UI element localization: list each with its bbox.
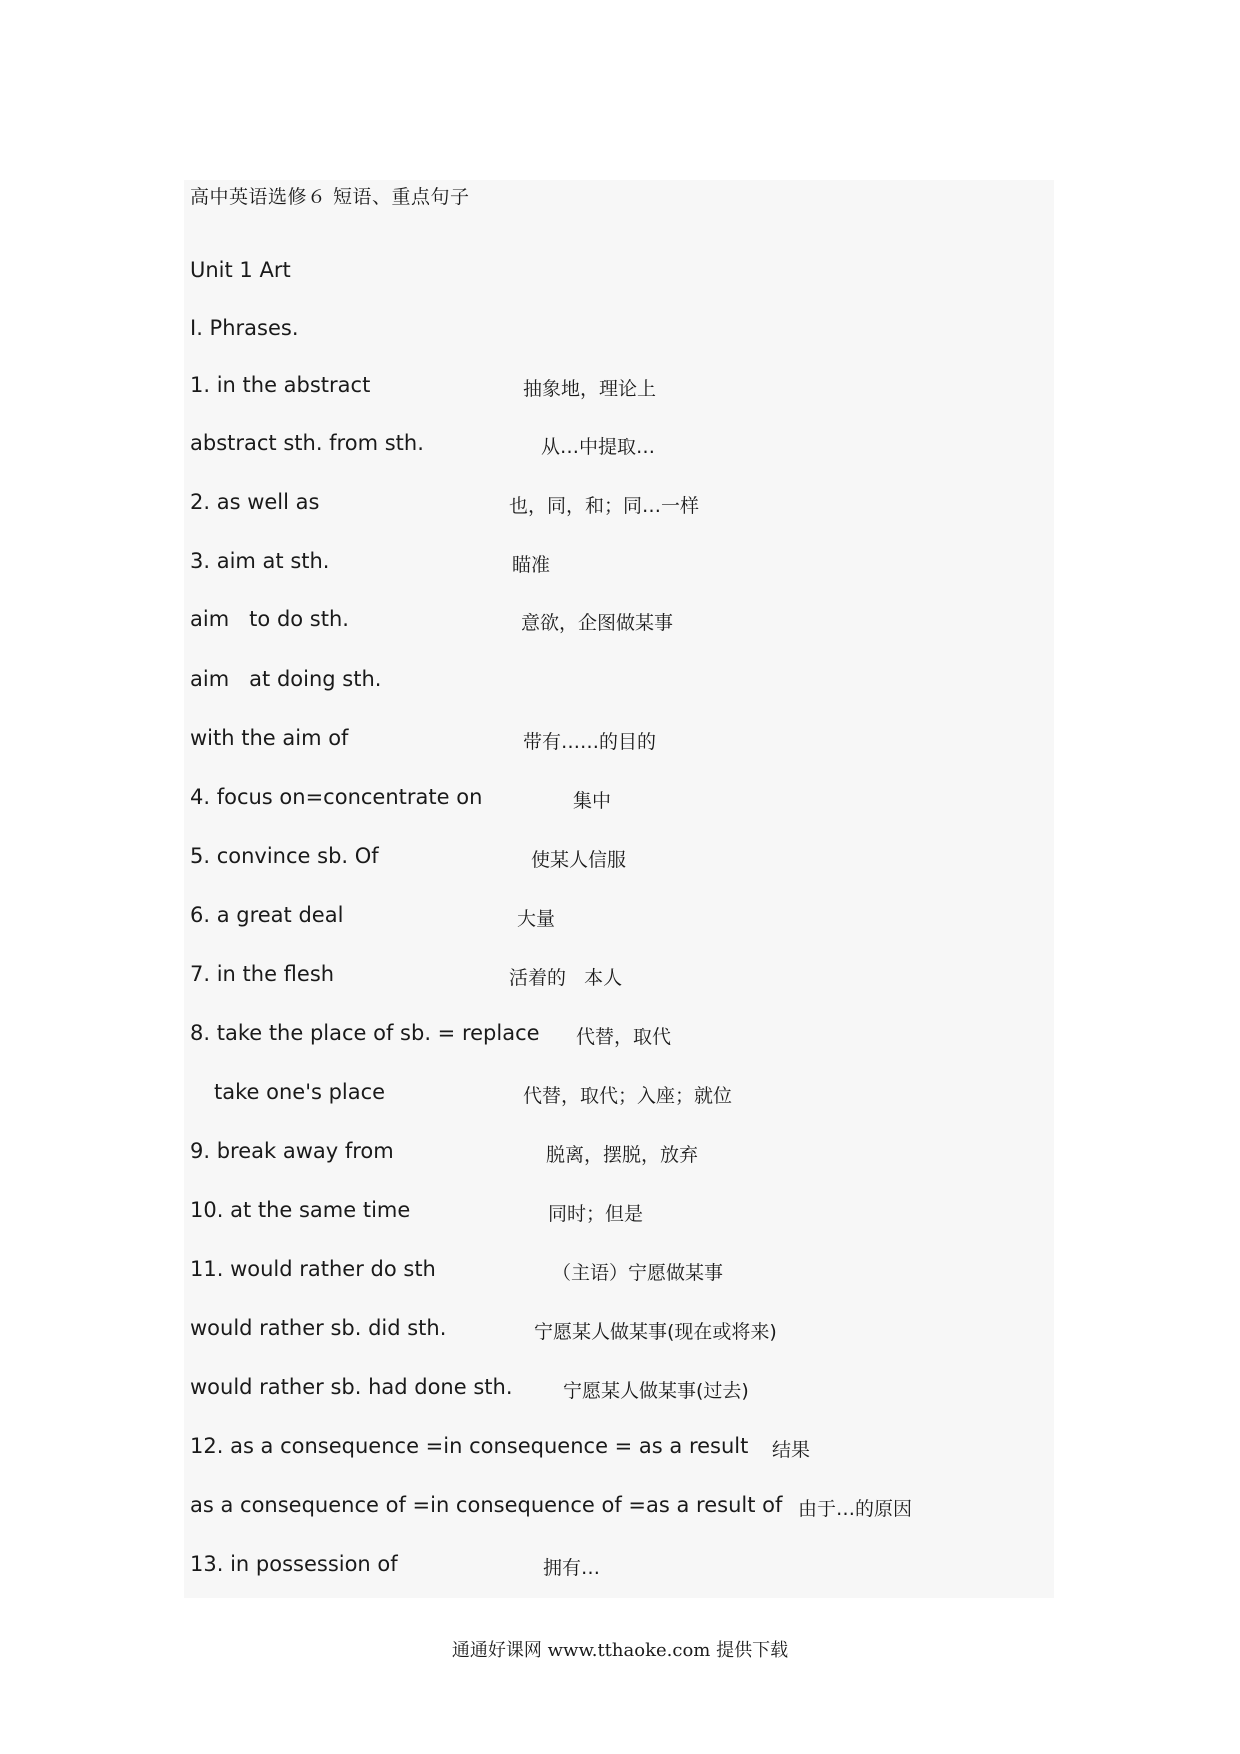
phrase-meaning: 集中 — [573, 790, 612, 812]
phrase-meaning: 使某人信服 — [531, 849, 627, 871]
phrase-meaning: 活着的 本人 — [509, 967, 623, 989]
phrase-row — [0, 1434, 1240, 1464]
phrase-meaning: 意欲，企图做某事 — [521, 612, 674, 634]
phrase-row — [0, 549, 1240, 579]
document-title: 高中英语选修６ 短语、重点句子 — [190, 186, 470, 208]
phrase-meaning: 由于…的原因 — [798, 1498, 913, 1520]
unit-heading: Unit 1 Art — [190, 258, 291, 282]
phrase-text: abstract sth. from sth. — [190, 431, 424, 455]
phrase-row — [0, 1257, 1240, 1287]
phrase-row — [0, 667, 1240, 697]
phrase-row — [0, 1198, 1240, 1228]
phrase-row — [0, 373, 1240, 403]
phrase-meaning: 拥有… — [543, 1557, 601, 1579]
section-heading: Ⅰ. Phrases. — [190, 316, 299, 340]
phrase-row — [0, 431, 1240, 461]
phrase-row — [0, 1493, 1240, 1523]
phrase-text: 3. aim at sth. — [190, 549, 330, 573]
phrase-text: 1. in the abstract — [190, 373, 371, 397]
phrase-text: 8. take the place of sb. = replace — [190, 1021, 540, 1045]
phrase-meaning: 大量 — [517, 908, 556, 930]
phrase-row — [0, 1021, 1240, 1051]
phrase-meaning: 瞄准 — [512, 554, 551, 576]
phrase-meaning: 宁愿某人做某事(现在或将来) — [534, 1321, 777, 1343]
phrase-row — [0, 726, 1240, 756]
phrase-meaning: 也，同，和；同…一样 — [509, 495, 700, 517]
phrase-text: 12. as a consequence =in consequence = as a result — [190, 1434, 749, 1458]
phrase-row — [0, 607, 1240, 637]
phrase-text: 5. convince sb. Of — [190, 844, 379, 868]
page-footer: 通通好课网 www.tthaoke.com 提供下载 — [451, 1640, 789, 1661]
phrase-text: 4. focus on=concentrate on — [190, 785, 483, 809]
phrase-meaning: 脱离，摆脱，放弃 — [546, 1144, 699, 1166]
phrase-meaning: 代替，取代 — [576, 1026, 672, 1048]
phrase-text: would rather sb. did sth. — [190, 1316, 447, 1340]
phrase-meaning: 从…中提取… — [541, 436, 656, 458]
phrase-text: with the aim of — [190, 726, 349, 750]
phrase-row — [0, 1080, 1240, 1110]
phrase-meaning: 宁愿某人做某事(过去) — [563, 1380, 749, 1402]
phrase-text: would rather sb. had done sth. — [190, 1375, 513, 1399]
phrase-row — [0, 1375, 1240, 1405]
phrase-row — [0, 785, 1240, 815]
phrase-meaning: （主语）宁愿做某事 — [552, 1262, 724, 1284]
phrase-row — [0, 490, 1240, 520]
phrase-text: 7. in the flesh — [190, 962, 335, 986]
phrase-text: aim to do sth. — [190, 607, 349, 631]
phrase-text: 13. in possession of — [190, 1552, 398, 1576]
phrase-meaning: 结果 — [772, 1439, 811, 1461]
phrase-text: 2. as well as — [190, 490, 320, 514]
phrase-row — [0, 903, 1240, 933]
phrase-row — [0, 1316, 1240, 1346]
phrase-row — [0, 844, 1240, 874]
phrase-text: as a consequence of =in consequence of =as a result of — [190, 1493, 783, 1517]
phrase-row — [0, 962, 1240, 992]
phrase-text: 10. at the same time — [190, 1198, 411, 1222]
phrase-meaning: 抽象地，理论上 — [523, 378, 657, 400]
phrase-row — [0, 1552, 1240, 1582]
phrase-meaning: 同时；但是 — [548, 1203, 644, 1225]
phrase-text: 11. would rather do sth — [190, 1257, 436, 1281]
phrase-text: aim at doing sth. — [190, 667, 382, 691]
phrase-meaning: 带有……的目的 — [523, 731, 657, 753]
phrase-text: 6. a great deal — [190, 903, 344, 927]
phrase-row — [0, 1139, 1240, 1169]
phrase-text: take one's place — [214, 1080, 386, 1104]
phrase-meaning: 代替，取代；入座；就位 — [523, 1085, 733, 1107]
phrase-text: 9. break away from — [190, 1139, 394, 1163]
